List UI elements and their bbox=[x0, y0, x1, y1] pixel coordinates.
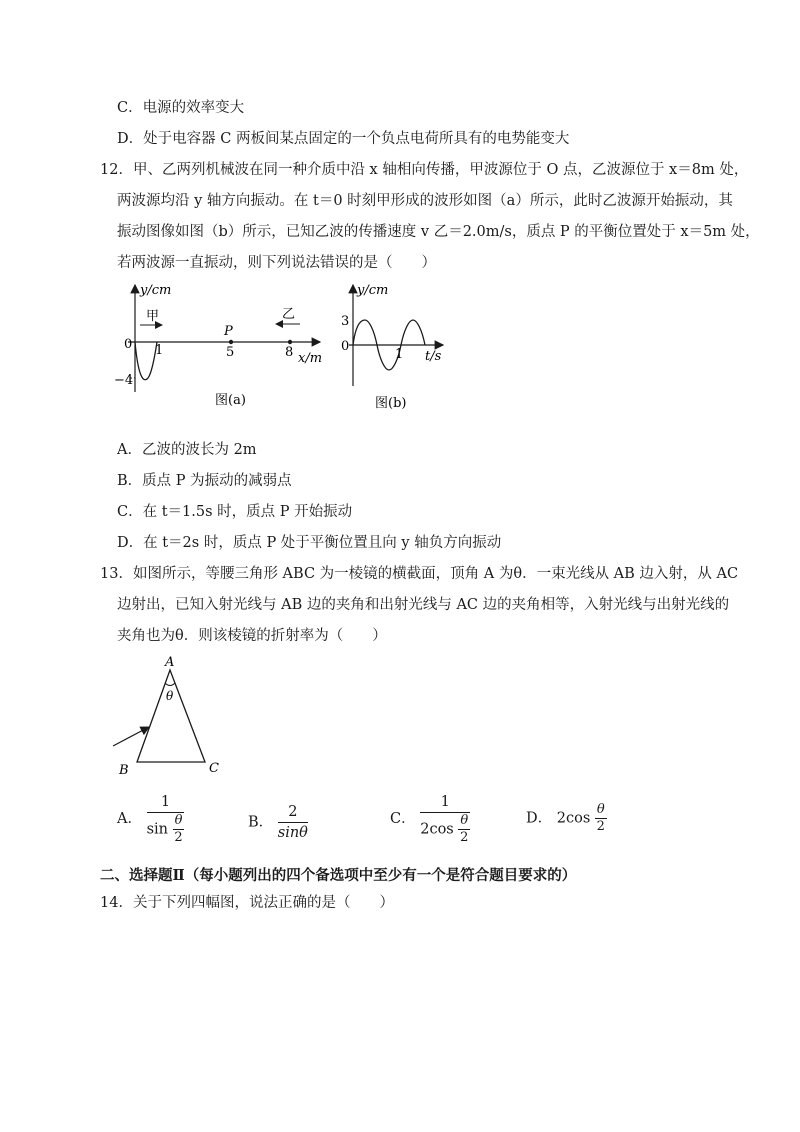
figure-a-x-label: x/m bbox=[298, 351, 323, 366]
q12-stem-line2: 两波源均沿 y 轴方向振动。在 t＝0 时刻甲形成的波形如图（a）所示，此时乙波源开始振动，其 bbox=[117, 193, 733, 209]
q12-stem-line3: 振动图像如图（b）所示，已知乙波的传播速度 v 乙＝2.0m/s，质点 P 的平衡位置处于 x＝5m 处， bbox=[117, 224, 760, 240]
q13-option-a-half-angle bbox=[173, 813, 185, 846]
figure-b-origin: 0 bbox=[341, 339, 350, 354]
q13-option-a-den-fn: sin bbox=[146, 821, 169, 838]
q13-option-a bbox=[117, 792, 184, 846]
figure-a-point-p-label: P bbox=[224, 324, 233, 339]
section-2-heading: 二、选择题Ⅱ（每小题列出的四个备选项中至少有一个是符合题目要求的） bbox=[100, 867, 577, 884]
q13-option-b bbox=[248, 802, 308, 843]
figure-b-x-label: t/s bbox=[425, 349, 442, 364]
q13-option-a-half-angle-num: θ bbox=[174, 813, 183, 828]
q12-option-b: B．质点 P 为振动的减弱点 bbox=[117, 473, 292, 489]
figure-a-tick-5: 5 bbox=[226, 345, 235, 360]
figure-a-tick-1: 1 bbox=[155, 343, 164, 358]
q13-option-c-half-angle bbox=[458, 813, 470, 846]
apex-angle-arc bbox=[165, 683, 175, 686]
figure-a-wave-yi-label: 乙 bbox=[282, 307, 296, 322]
q13-option-a-denominator bbox=[147, 813, 185, 846]
q13-option-c-fraction bbox=[420, 792, 470, 846]
q13-option-c-numerator: 1 bbox=[420, 792, 470, 813]
apex-angle-label: θ bbox=[166, 689, 174, 703]
q13-option-c-den-fn: 2cos bbox=[420, 821, 454, 838]
figure-a-wave-jia-label: 甲 bbox=[146, 309, 160, 324]
q13-option-c-half-angle-num: θ bbox=[460, 813, 469, 828]
q11-option-c: C．电源的效率变大 bbox=[117, 100, 245, 116]
q13-option-c bbox=[390, 792, 470, 846]
prism-triangle bbox=[137, 670, 205, 762]
q12-option-a: A．乙波的波长为 2m bbox=[117, 442, 257, 458]
q13-option-d-fn: 2cos bbox=[556, 810, 591, 827]
prism-figure bbox=[105, 650, 235, 780]
q13-option-a-numerator: 1 bbox=[147, 792, 185, 813]
q13-option-b-label: B． bbox=[248, 814, 274, 831]
figure-b-y-label: y/cm bbox=[357, 283, 389, 298]
figure-a-tick-8: 8 bbox=[285, 345, 294, 360]
figure-a-caption: 图(a) bbox=[215, 393, 246, 408]
vertex-b-label: B bbox=[119, 763, 129, 778]
figure-a-wave-graph bbox=[110, 280, 340, 415]
q13-option-d-half-angle-den: 2 bbox=[596, 819, 605, 834]
q13-option-b-fraction bbox=[278, 802, 308, 843]
q12-stem-line4: 若两波源一直振动，则下列说法错误的是（ ） bbox=[117, 255, 436, 271]
figure-a-y-neg-label: −4 bbox=[114, 373, 134, 388]
vertex-a-label: A bbox=[165, 655, 175, 670]
q13-option-c-half-angle-den: 2 bbox=[460, 830, 469, 845]
figure-b-tick-1: 1 bbox=[395, 347, 404, 362]
q12-stem-line1: 12．甲、乙两列机械波在同一种介质中沿 x 轴相向传播，甲波源位于 O 点，乙波源位于 x＝8m 处， bbox=[100, 162, 749, 178]
q13-option-d bbox=[526, 802, 607, 835]
figure-a-source-b bbox=[288, 340, 292, 344]
q14-stem-line1: 14．关于下列四幅图，说法正确的是（ ） bbox=[100, 895, 394, 911]
vertex-c-label: C bbox=[209, 761, 219, 776]
q13-option-a-label: A． bbox=[117, 811, 142, 827]
figure-a-origin: 0 bbox=[124, 337, 133, 352]
q13-option-a-fraction bbox=[147, 792, 185, 846]
q13-option-d-label: D． bbox=[526, 810, 553, 827]
figure-b-vibration-graph bbox=[335, 280, 455, 415]
q12-option-d: D．在 t＝2s 时，质点 P 处于平衡位置且向 y 轴负方向振动 bbox=[117, 535, 502, 551]
q13-option-c-denominator bbox=[420, 813, 470, 846]
figure-b-caption: 图(b) bbox=[375, 396, 407, 411]
figure-a-wave-curve bbox=[135, 342, 157, 380]
q13-stem-line3: 夹角也为θ．则该棱镜的折射率为（ ） bbox=[117, 628, 387, 644]
q13-stem-line1: 13．如图所示，等腰三角形 ABC 为一棱镜的横截面，顶角 A 为θ．一束光线从 AB 边入射，从 AC bbox=[100, 566, 739, 582]
q13-option-b-denominator: sinθ bbox=[277, 825, 308, 841]
q13-option-c-label: C． bbox=[390, 811, 416, 827]
figure-b-y-pos-label: 3 bbox=[341, 314, 350, 329]
q11-option-d: D．处于电容器 C 两板间某点固定的一个负点电荷所具有的电势能变大 bbox=[117, 131, 570, 147]
figure-a-y-label: y/cm bbox=[140, 283, 172, 298]
q13-option-b-numerator: 2 bbox=[278, 802, 308, 823]
q13-stem-line2: 边射出，已知入射光线与 AB 边的夹角和出射光线与 AC 边的夹角相等，入射光线与出射光线的 bbox=[117, 597, 730, 613]
q13-option-a-half-angle-den: 2 bbox=[174, 830, 183, 845]
q13-option-d-half-angle bbox=[595, 802, 607, 835]
figure-a-point-p bbox=[229, 340, 233, 344]
q13-option-d-half-angle-num: θ bbox=[596, 802, 605, 817]
q12-option-c: C．在 t＝1.5s 时，质点 P 开始振动 bbox=[117, 504, 353, 520]
